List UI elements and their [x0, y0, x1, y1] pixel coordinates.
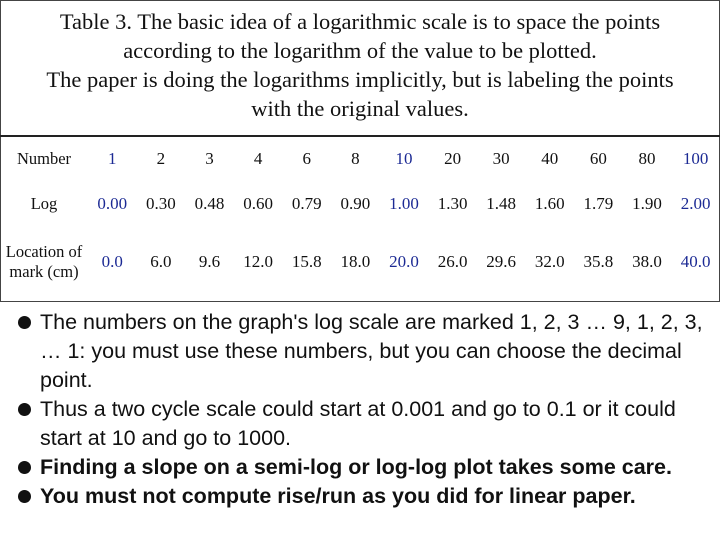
log-cell: 0.79 [291, 193, 322, 213]
location-cell: 35.8 [583, 252, 614, 271]
location-cell: 0.0 [101, 252, 123, 271]
log-cell: 1.30 [437, 193, 468, 213]
row-header-log: Log [30, 193, 58, 213]
number-cell: 2 [156, 149, 166, 168]
log-cell: 0.90 [340, 193, 371, 213]
bullet-text: You must not compute rise/run as you did for linear paper. [40, 484, 636, 508]
log-cell: 1.90 [632, 193, 662, 213]
bullet-text: The numbers on the graph's log scale are marked 1, 2, 3 … 9, 1, 2, 3, … 1: you must use these numbers, but you can choose the decimal point. [40, 310, 703, 392]
number-cell: 60 [589, 149, 607, 168]
caption-text-1: . The basic idea of a logarithmic scale is to space the points [126, 9, 661, 34]
number-cell: 20 [444, 149, 462, 168]
bullet-icon [18, 316, 31, 329]
log-cell: 2.00 [680, 193, 711, 213]
bullet-icon [18, 403, 31, 416]
bullet-text: Finding a slope on a semi-log or log-log plot takes some care. [40, 455, 672, 479]
location-cell: 38.0 [632, 252, 662, 271]
location-cell: 9.6 [198, 252, 221, 271]
caption-line-1 [0, 7, 720, 36]
log-cell: 0.48 [194, 193, 225, 213]
table-row-location [0, 226, 720, 298]
location-cell: 6.0 [150, 252, 172, 271]
location-cell: 40.0 [680, 252, 711, 271]
log-cell: 1.00 [389, 193, 419, 213]
caption-line-2: according to the logarithm of the value to be plotted. [123, 38, 597, 63]
number-cell: 40 [541, 149, 559, 168]
table-row-log [0, 181, 720, 226]
list-item [18, 308, 720, 395]
number-cell: 3 [205, 149, 214, 168]
location-cell: 26.0 [437, 252, 468, 271]
table-row-number [0, 137, 720, 181]
number-cell: 30 [492, 149, 510, 168]
list-item [18, 395, 720, 453]
list-item [18, 453, 720, 482]
location-cell: 20.0 [389, 252, 419, 271]
number-cell: 80 [638, 149, 656, 168]
number-cell: 100 [682, 149, 709, 168]
number-cell: 10 [395, 149, 413, 168]
location-cell: 15.8 [291, 252, 322, 271]
bullet-list [18, 308, 720, 511]
caption-line-4: with the original values. [251, 96, 469, 121]
caption-label: Table 3 [59, 9, 127, 34]
log-cell: 1.48 [486, 193, 517, 213]
log-cell: 1.60 [534, 193, 565, 213]
log-cell: 0.60 [243, 193, 273, 213]
bullet-text: Thus a two cycle scale could start at 0.001 and go to 0.1 or it could start at 10 and go to 1000. [40, 397, 676, 450]
row-header-number: Number [16, 149, 72, 168]
location-cell: 12.0 [243, 252, 273, 271]
number-cell: 8 [351, 149, 360, 168]
log-cell: 1.79 [583, 193, 614, 213]
number-cell: 1 [108, 149, 117, 168]
row-header-location: Location of mark (cm) [5, 242, 83, 281]
log-cell: 0.00 [97, 193, 128, 213]
bullet-icon [18, 461, 31, 474]
bullet-icon [18, 490, 31, 503]
location-cell: 32.0 [534, 252, 565, 271]
list-item [18, 482, 720, 511]
number-cell: 6 [302, 149, 311, 168]
log-scale-table [0, 137, 720, 298]
location-cell: 18.0 [340, 252, 371, 271]
table-caption [0, 7, 720, 123]
log-cell: 0.30 [146, 193, 176, 213]
number-cell: 4 [253, 149, 263, 168]
location-cell: 29.6 [486, 252, 517, 271]
caption-line-3: The paper is doing the logarithms implicitly, but is labeling the points [46, 67, 674, 92]
